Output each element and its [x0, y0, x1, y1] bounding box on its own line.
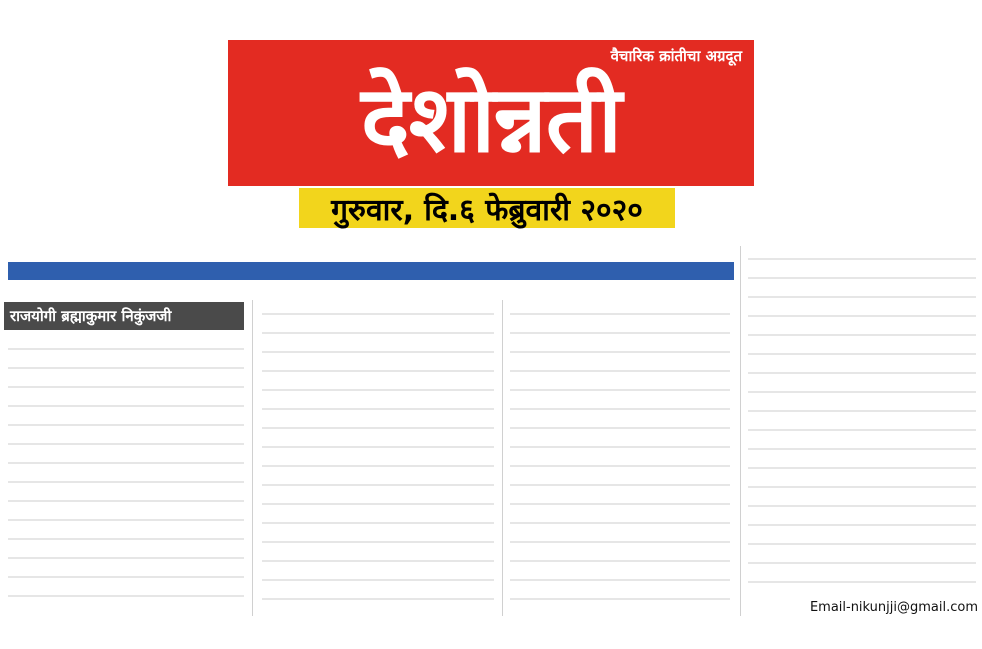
article-column-3 — [510, 305, 730, 613]
date-line — [299, 188, 675, 228]
masthead-tagline: वैचारिक क्रांतीचा अग्रदूत — [610, 47, 742, 65]
column-rule-2 — [502, 300, 503, 616]
author-email: Email-nikunjji@gmail.com — [809, 600, 978, 615]
headline-bar — [8, 262, 734, 280]
masthead — [228, 40, 754, 186]
masthead-title: देशोन्नती — [361, 66, 621, 173]
date-weekday: गुरुवार, — [331, 192, 415, 228]
article-column-4 — [748, 250, 976, 590]
column-rule-1 — [252, 300, 253, 616]
column-rule-3 — [740, 246, 741, 616]
article-column-1 — [8, 340, 244, 614]
article-headline — [8, 246, 734, 296]
article-column-2 — [262, 305, 494, 613]
date-value: दि.६ फेब्रुवारी २०२० — [424, 192, 643, 228]
author-byline: राजयोगी ब्रह्माकुमार निकुंजजी — [4, 302, 244, 330]
